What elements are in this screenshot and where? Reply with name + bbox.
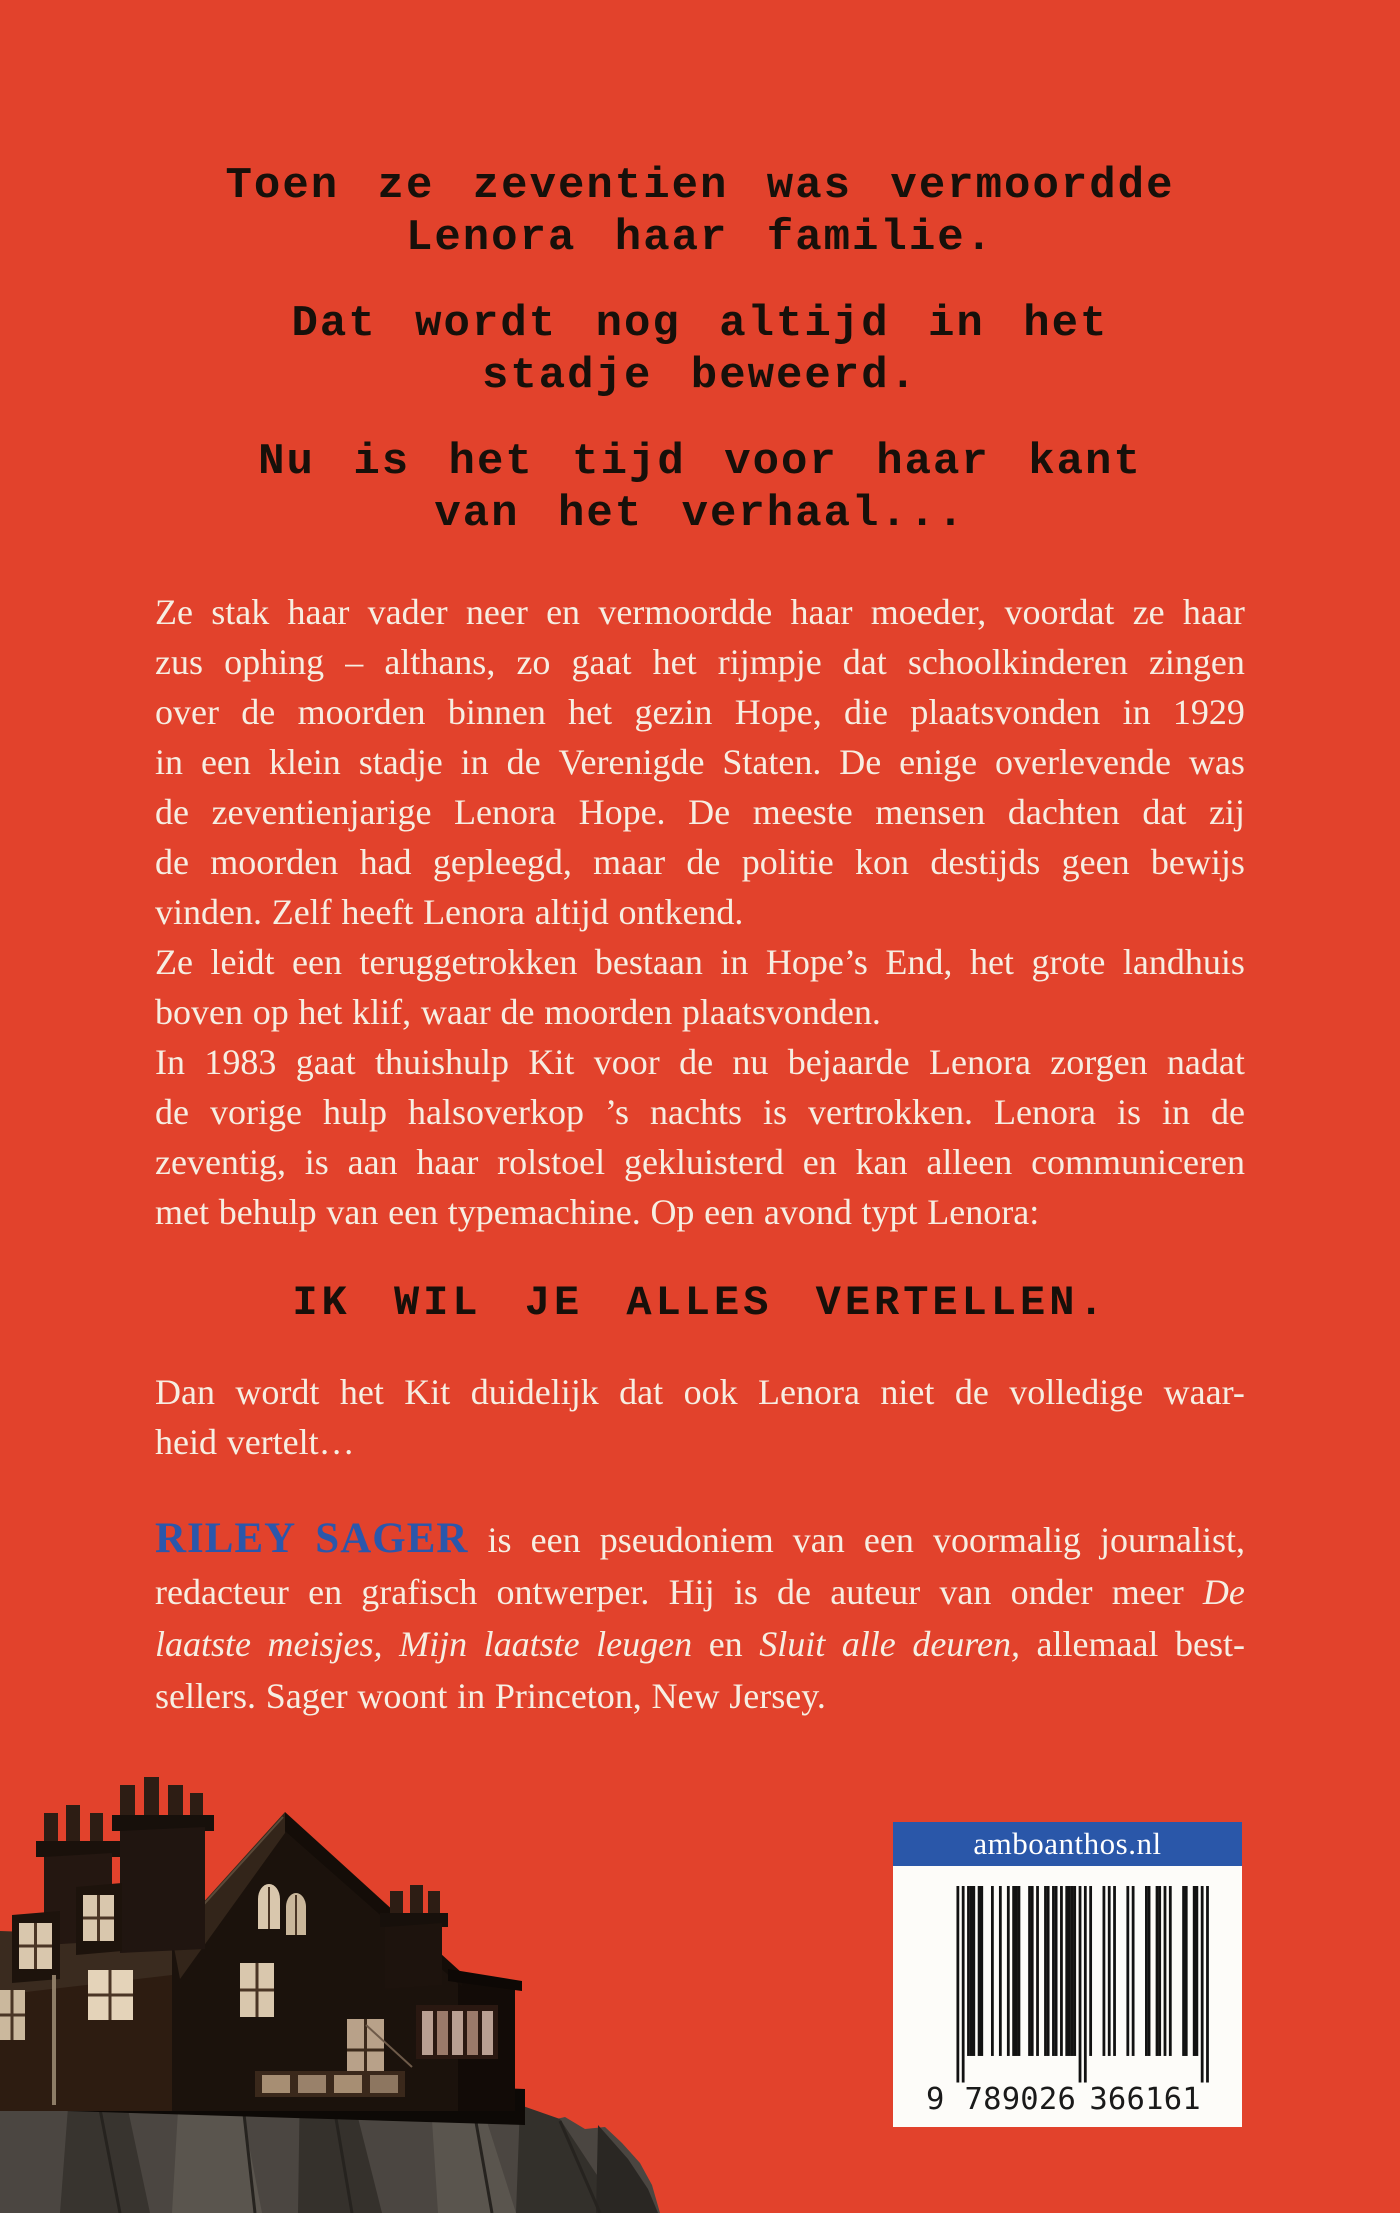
word: zingen <box>1148 642 1245 682</box>
word: typemachine. <box>447 1192 641 1232</box>
word: dat <box>842 642 887 682</box>
word: pseudoniem <box>599 1520 774 1560</box>
barcode-digit: 1 <box>1144 2082 1163 2118</box>
word: gekluisterd <box>623 1142 784 1182</box>
word: Lenora <box>758 1372 860 1412</box>
word: aan <box>347 1142 398 1182</box>
barcode-digit: 6 <box>1126 2082 1145 2118</box>
word: woont <box>357 1676 448 1716</box>
word: moorden <box>544 992 673 1032</box>
word: SAGER <box>315 1515 469 1562</box>
word: voor <box>593 1042 660 1082</box>
word: het <box>652 642 697 682</box>
barcode-bar <box>1182 1886 1185 2056</box>
word: ’s <box>605 1092 630 1132</box>
barcode-bar <box>990 1886 993 2056</box>
word: ontwerper. <box>496 1572 650 1612</box>
word: halsoverkop <box>408 1092 584 1132</box>
word: in <box>460 742 489 782</box>
closing-paragraph <box>155 1367 1245 1467</box>
barcode-bar <box>961 1886 964 2083</box>
text-line <box>155 1618 1245 1670</box>
word: boven <box>155 992 243 1032</box>
word: redacteur <box>155 1572 289 1612</box>
word: sellers. <box>155 1676 256 1716</box>
word: meisjes, <box>267 1624 383 1664</box>
word: 1983 <box>204 1042 277 1082</box>
barcode-bar <box>1200 1886 1203 2083</box>
text-line <box>155 1417 1245 1467</box>
tagline-block <box>0 160 1400 540</box>
publisher-url: amboanthos.nl <box>973 1826 1162 1861</box>
word: moeder, <box>870 592 987 632</box>
word: het <box>298 992 343 1032</box>
tagline-line: Dat wordt nog altijd in het <box>291 299 1109 349</box>
word: laatste <box>155 1624 251 1664</box>
barcode-bar <box>1131 1886 1134 2056</box>
word: nadat <box>1166 1042 1245 1082</box>
word: Jersey. <box>729 1676 826 1716</box>
word: in <box>457 1676 486 1716</box>
word: Hope, <box>734 692 822 732</box>
word: Dan <box>155 1372 215 1412</box>
word: van <box>326 1192 379 1232</box>
barcode-digit: 6 <box>1107 2082 1126 2118</box>
word: Lenora <box>928 1042 1031 1082</box>
barcode-bar <box>1006 1886 1009 2056</box>
word: Kit <box>528 1042 575 1082</box>
barcode-bar <box>1126 1886 1129 2056</box>
word: heeft <box>341 892 414 932</box>
tagline-line: Nu is het tijd voor haar kant <box>258 437 1142 487</box>
word: destijds <box>930 842 1041 882</box>
barcode-bar <box>1012 1886 1015 2056</box>
word: niet <box>880 1372 935 1412</box>
barcode-bar <box>980 1886 983 2056</box>
barcode-bar <box>967 1886 970 2056</box>
word: deuren, <box>912 1624 1020 1664</box>
word: Lenora <box>994 1092 1096 1132</box>
word: politie <box>741 842 834 882</box>
word: plaatsvonden. <box>681 992 881 1032</box>
word: een <box>291 942 342 982</box>
text-line <box>155 987 1245 1037</box>
text-line <box>155 787 1245 837</box>
word: nu <box>732 1042 769 1082</box>
synopsis-paragraph <box>155 1037 1245 1237</box>
text-line <box>155 1037 1245 1087</box>
word: overlevende <box>995 742 1171 782</box>
word: binnen <box>447 692 546 732</box>
word: plaatsvonden <box>910 692 1101 732</box>
barcode-bar <box>969 1886 972 2056</box>
tagline-group <box>0 160 1400 264</box>
word: dachten <box>1007 792 1120 832</box>
word: de <box>500 992 535 1032</box>
barcode-bar <box>1036 1886 1039 2056</box>
text-line <box>155 937 1245 987</box>
word: Staten. <box>722 742 822 782</box>
word: en <box>546 592 581 632</box>
word: Ze <box>155 942 193 982</box>
word: de <box>155 842 189 882</box>
barcode-bar <box>977 1886 980 2056</box>
word: haar <box>416 1142 479 1182</box>
text-line <box>155 1187 1245 1237</box>
text-line <box>155 887 1245 937</box>
word: althans, <box>384 642 496 682</box>
barcode-bar <box>998 1886 1001 2056</box>
word: typt <box>861 1192 918 1232</box>
word: grote <box>1031 942 1106 982</box>
word: was <box>1188 742 1245 782</box>
word: RILEY <box>155 1515 297 1562</box>
word: over <box>155 692 219 732</box>
publisher-banner <box>893 1822 1242 1866</box>
barcode-digit: 6 <box>1056 2082 1076 2118</box>
barcode-bar <box>1089 1886 1092 2056</box>
word: en <box>708 1624 743 1664</box>
word: is <box>733 1572 758 1612</box>
barcode-bar <box>1070 1886 1073 2056</box>
word: vertrokken. <box>808 1092 973 1132</box>
barcode-bar <box>1113 1886 1116 2056</box>
typed-quote-block <box>0 1277 1400 1329</box>
word: vinden. <box>155 892 262 932</box>
word: best- <box>1174 1624 1245 1664</box>
word: ze <box>1132 592 1165 632</box>
text-line <box>155 637 1245 687</box>
word: leidt <box>210 942 275 982</box>
barcode-bar <box>1184 1886 1187 2056</box>
barcode-bar <box>1065 1886 1068 2056</box>
word: Lenora: <box>927 1192 1040 1232</box>
word: is <box>304 1142 329 1182</box>
word: duidelijk <box>470 1372 599 1412</box>
word: en <box>802 1142 837 1182</box>
word: ontkend. <box>618 892 744 932</box>
synopsis-paragraph <box>155 587 1245 937</box>
barcode-bar <box>1145 1886 1148 2056</box>
word: een <box>704 1192 755 1232</box>
text-line <box>155 1670 1245 1722</box>
word: moorden <box>210 842 339 882</box>
word: In <box>155 1042 185 1082</box>
word: nachts <box>650 1092 742 1132</box>
word: – <box>345 642 364 682</box>
text-line <box>155 1513 1245 1566</box>
word: neer <box>465 592 528 632</box>
word: Lenora <box>454 792 556 832</box>
word: kon <box>855 842 909 882</box>
word: gezin <box>634 692 713 732</box>
word: een <box>200 742 251 782</box>
word: leugen <box>596 1624 693 1664</box>
word: zus <box>155 642 203 682</box>
word: in <box>1122 692 1151 732</box>
text-line <box>155 587 1245 637</box>
word: grafisch <box>361 1572 478 1612</box>
word: zeventienjarige <box>211 792 432 832</box>
word: dat <box>1142 792 1187 832</box>
word: dat <box>619 1372 664 1412</box>
word: die <box>844 692 889 732</box>
barcode-digit: 9 <box>925 2082 944 2118</box>
word: kan <box>855 1142 908 1182</box>
word: is <box>487 1520 512 1560</box>
barcode-bar <box>1028 1886 1031 2056</box>
word: de <box>155 792 189 832</box>
word: Hope. <box>578 792 666 832</box>
word: 1929 <box>1172 692 1245 732</box>
word: gaat <box>571 642 632 682</box>
word: haar <box>1182 592 1245 632</box>
barcode-digit: 3 <box>1088 2082 1108 2118</box>
tagline-group <box>0 436 1400 540</box>
ean-barcode <box>919 1886 1217 2125</box>
word: het <box>568 692 613 732</box>
text-line <box>155 837 1245 887</box>
word: bejaarde <box>787 1042 910 1082</box>
word: enige <box>899 742 978 782</box>
word: Lenora <box>423 892 525 932</box>
word: maar <box>593 842 666 882</box>
word: End, <box>885 942 953 982</box>
word: alleen <box>926 1142 1013 1182</box>
word: mensen <box>875 792 986 832</box>
word: rolstoel <box>497 1142 606 1182</box>
barcode-digit: 9 <box>1001 2082 1020 2118</box>
word: haar <box>287 592 350 632</box>
barcode-bar <box>1017 1886 1020 2056</box>
word: schoolkinderen <box>907 642 1128 682</box>
word: hulp <box>322 1092 387 1132</box>
tagline-line: Lenora haar familie. <box>405 213 995 263</box>
barcode-bar <box>1102 1886 1105 2056</box>
word: Sluit <box>759 1624 826 1664</box>
word: ophing <box>224 642 325 682</box>
barcode-bar <box>1206 1886 1209 2083</box>
word: het <box>339 1372 384 1412</box>
barcode-bar <box>1044 1886 1047 2056</box>
barcode-bar <box>972 1886 975 2056</box>
word: heid <box>155 1422 217 1462</box>
word: van <box>939 1572 992 1612</box>
barcode-bar <box>1163 1886 1166 2056</box>
word: Zelf <box>271 892 332 932</box>
barcode-bar <box>1068 1886 1071 2056</box>
barcode-bar <box>1060 1886 1063 2056</box>
word: gaat <box>295 1042 356 1082</box>
word: zorgen <box>1050 1042 1148 1082</box>
word: Princeton, <box>494 1676 642 1716</box>
barcode-digit: 1 <box>1181 2082 1201 2118</box>
word: laatste <box>483 1624 580 1664</box>
barcode-bar <box>1054 1886 1057 2056</box>
word: zeventig, <box>155 1142 286 1182</box>
word: de <box>506 742 541 782</box>
word: bewijs <box>1150 842 1245 882</box>
word: meer <box>1111 1572 1184 1612</box>
word: journalist, <box>1100 1520 1245 1560</box>
word: zo <box>516 642 551 682</box>
word: de <box>1211 1092 1245 1132</box>
text-line <box>155 1367 1245 1417</box>
text-line <box>155 1566 1245 1618</box>
word: in <box>720 942 749 982</box>
word: Hope’s <box>765 942 868 982</box>
word: alle <box>841 1624 896 1664</box>
word: volledige <box>1009 1372 1144 1412</box>
word: en <box>308 1572 343 1612</box>
word: is <box>1116 1092 1141 1132</box>
word: thuishulp <box>375 1042 510 1082</box>
word: ook <box>683 1372 738 1412</box>
word: communiceren <box>1031 1142 1245 1182</box>
word: Kit <box>404 1372 451 1412</box>
barcode-bar <box>1052 1886 1055 2056</box>
barcode-bar <box>1107 1886 1110 2056</box>
word: de <box>241 692 276 732</box>
barcode-bar <box>1073 1886 1076 2056</box>
word: Ze <box>155 592 193 632</box>
word: voormalig <box>932 1520 1081 1560</box>
word: de <box>679 1042 714 1082</box>
word: een <box>863 1520 914 1560</box>
word: gepleegd, <box>432 842 572 882</box>
word: rijmpje <box>717 642 822 682</box>
word: een <box>388 1192 439 1232</box>
word: zij <box>1208 792 1245 832</box>
text-line <box>155 687 1245 737</box>
tagline-line: stadje beweerd. <box>481 351 919 401</box>
barcode-bar <box>1192 1886 1195 2056</box>
word: allemaal <box>1036 1624 1159 1664</box>
barcode-bar <box>1147 1886 1150 2056</box>
word: klif, <box>352 992 412 1032</box>
barcode-bar <box>1158 1886 1161 2056</box>
word: stadje <box>358 742 443 782</box>
word: de <box>686 842 721 882</box>
publisher-block <box>893 1822 1242 2127</box>
text-line <box>155 1137 1245 1187</box>
word: wordt <box>235 1372 320 1412</box>
barcode-digit: 2 <box>1038 2082 1057 2118</box>
word: Op <box>650 1192 695 1232</box>
barcode-digit: 0 <box>1019 2082 1039 2118</box>
barcode-bar <box>1014 1886 1017 2056</box>
text-line <box>155 1087 1245 1137</box>
synopsis <box>155 587 1245 1237</box>
word: onder <box>1010 1572 1093 1612</box>
text-line <box>155 737 1245 787</box>
word: de <box>155 1092 189 1132</box>
typed-quote: IK WIL JE ALLES VERTELLEN. <box>292 1279 1108 1327</box>
tagline-line: van het verhaal... <box>434 489 966 539</box>
word: met <box>155 1192 209 1232</box>
word: New <box>651 1676 720 1716</box>
word: landhuis <box>1122 942 1245 982</box>
word: auteur <box>830 1572 921 1612</box>
word: Verenigde <box>558 742 705 782</box>
word: teruggetrokken <box>359 942 578 982</box>
word: Sager <box>265 1676 348 1716</box>
barcode-bar <box>1083 1886 1086 2083</box>
word: De <box>688 792 731 832</box>
author-bio <box>155 1513 1245 1722</box>
word: een <box>530 1520 581 1560</box>
word: vermoordde <box>598 592 773 632</box>
barcode-bar <box>1046 1886 1049 2056</box>
barcode <box>893 1866 1242 2127</box>
tagline-group <box>0 298 1400 402</box>
barcode-bar <box>1168 1886 1171 2056</box>
barcode-bar <box>1155 1886 1158 2056</box>
word: vader <box>367 592 448 632</box>
word: waar- <box>1163 1372 1245 1412</box>
word: behulp <box>218 1192 317 1232</box>
word: op <box>252 992 289 1032</box>
barcode-bar <box>1078 1886 1081 2083</box>
word: vertelt… <box>226 1422 355 1462</box>
word: geen <box>1061 842 1130 882</box>
word: in <box>1161 1092 1190 1132</box>
word: stak <box>211 592 270 632</box>
barcode-digit: 6 <box>1163 2082 1182 2118</box>
word: van <box>792 1520 845 1560</box>
barcode-digit: 8 <box>982 2082 1002 2118</box>
word: altijd <box>534 892 609 932</box>
word: waar <box>420 992 491 1032</box>
barcode-bar <box>1030 1886 1033 2056</box>
synopsis-paragraph <box>155 937 1245 1037</box>
word: De <box>839 742 882 782</box>
word: Mijn <box>399 1624 468 1664</box>
word: is <box>763 1092 788 1132</box>
word: haar <box>790 592 853 632</box>
word: avond <box>763 1192 852 1232</box>
word: de <box>777 1572 812 1612</box>
word: bestaan <box>594 942 703 982</box>
word: had <box>359 842 412 882</box>
word: de <box>954 1372 989 1412</box>
barcode-bar <box>1195 1886 1198 2056</box>
word: vorige <box>210 1092 302 1132</box>
word: klein <box>268 742 341 782</box>
word: in <box>155 742 184 782</box>
word: De <box>1202 1572 1245 1612</box>
word: het <box>969 942 1014 982</box>
mansion-on-cliff-illustration <box>0 1773 680 2213</box>
barcode-digit: 7 <box>964 2082 983 2118</box>
tagline-line: Toen ze zeventien was vermoordde <box>225 161 1175 211</box>
barcode-bar <box>956 1886 959 2083</box>
word: moorden <box>297 692 426 732</box>
word: voordat <box>1004 592 1115 632</box>
word: Hij <box>668 1572 715 1612</box>
word: meeste <box>752 792 853 832</box>
